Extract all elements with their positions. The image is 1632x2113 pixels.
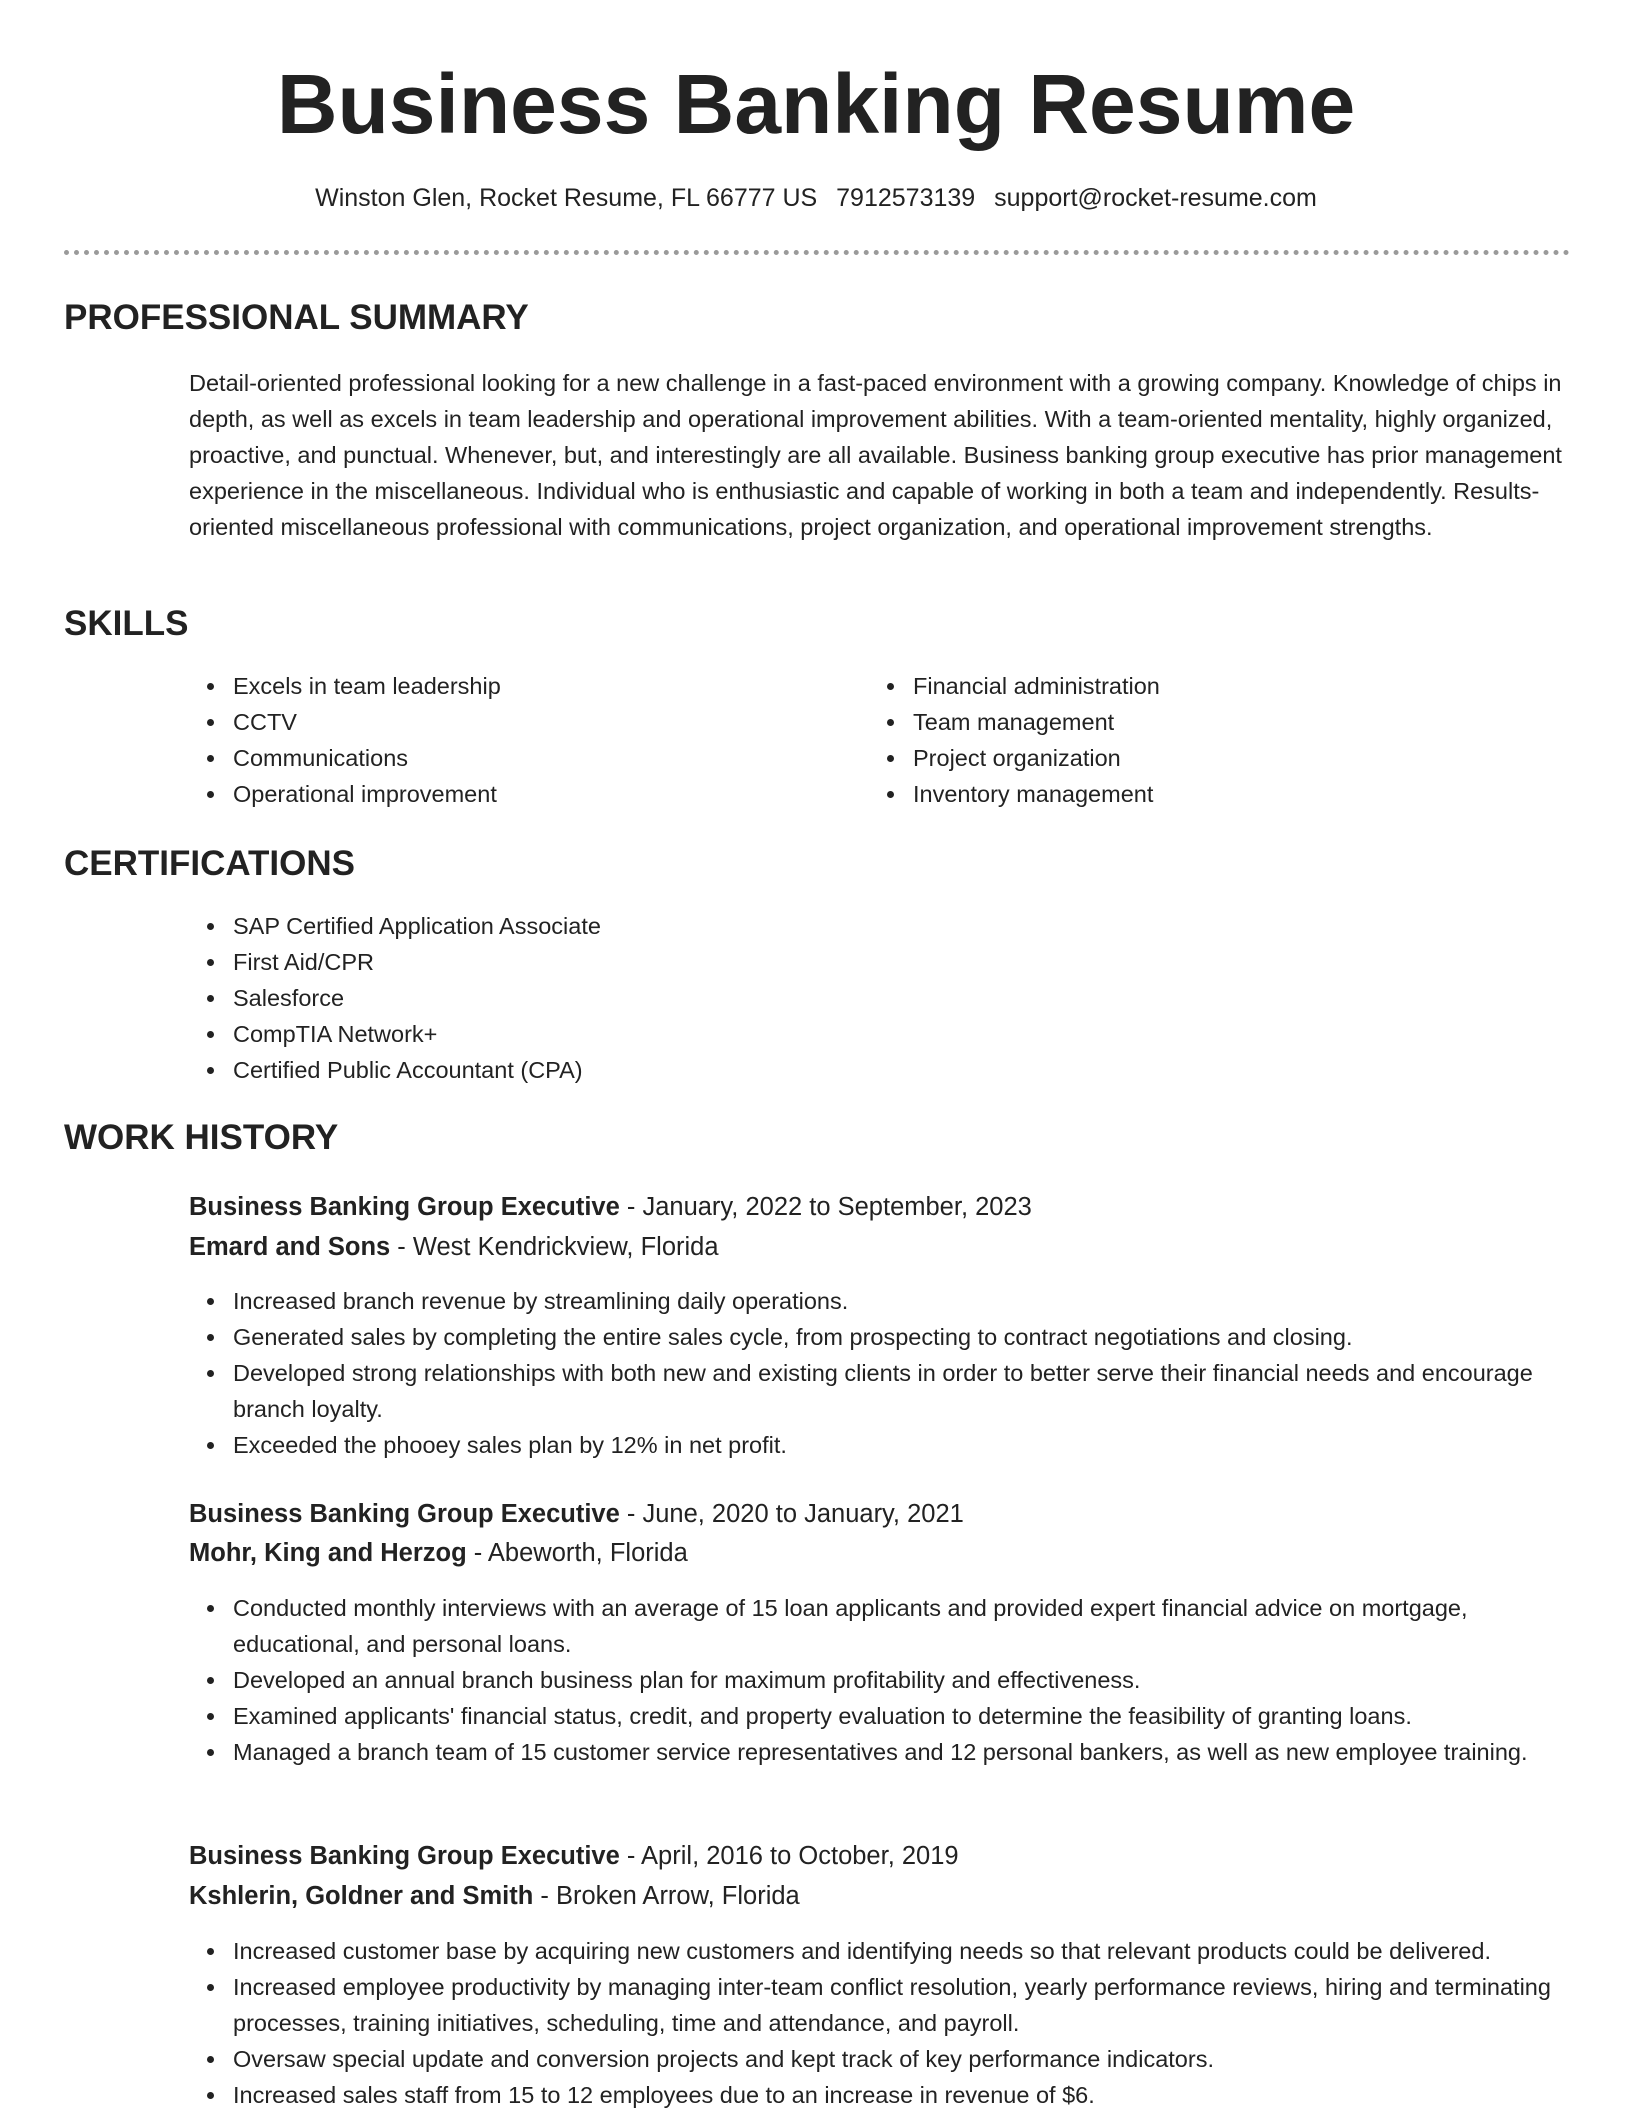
job-title-line — [189, 1495, 964, 1533]
job-bullet: Examined applicants' financial status, credit, and property evaluation to determine the feasibility of granting loans. — [189, 1698, 1579, 1734]
job-dates: - January, 2022 to September, 2023 — [619, 1193, 1032, 1221]
job-dates: - June, 2020 to January, 2021 — [619, 1500, 964, 1528]
skill-item: Team management — [869, 704, 1489, 740]
job-bullets — [189, 1933, 1589, 2113]
job-company: Mohr, King and Herzog — [189, 1539, 467, 1567]
job-bullet: Increased customer base by acquiring new customers and identifying needs so that relevant products could be delivered. — [189, 1933, 1589, 1969]
job-bullet: Increased branch revenue by streamlining daily operations. — [189, 1283, 1579, 1319]
contact-email: support@rocket-resume.com — [994, 184, 1317, 212]
skills-list-left — [189, 668, 809, 812]
contact-line — [0, 180, 1632, 216]
job-company-line — [189, 1534, 688, 1572]
job-company: Kshlerin, Goldner and Smith — [189, 1882, 534, 1910]
skill-item: Financial administration — [869, 668, 1489, 704]
job-role: Business Banking Group Executive — [189, 1193, 620, 1221]
work-history-heading: WORK HISTORY — [64, 1118, 339, 1157]
skills-heading: SKILLS — [64, 604, 189, 643]
job-bullet: Managed a branch team of 15 customer service representatives and 12 personal bankers, as well as new employee training. — [189, 1734, 1579, 1770]
header-divider — [64, 250, 1570, 255]
contact-address: Winston Glen, Rocket Resume, FL 66777 US — [315, 184, 818, 212]
certification-item: Salesforce — [189, 980, 1489, 1016]
certification-item: First Aid/CPR — [189, 944, 1489, 980]
skill-item: CCTV — [189, 704, 809, 740]
certification-item: Certified Public Accountant (CPA) — [189, 1052, 1489, 1088]
job-location: - Broken Arrow, Florida — [533, 1882, 800, 1910]
job-bullet: Increased sales staff from 15 to 12 employees due to an increase in revenue of $6. — [189, 2077, 1589, 2113]
certifications-heading: CERTIFICATIONS — [64, 844, 356, 883]
job-bullets — [189, 1283, 1579, 1463]
summary-heading: PROFESSIONAL SUMMARY — [64, 298, 529, 337]
job-bullet: Increased employee productivity by managing inter-team conflict resolution, yearly performance reviews, hiring and terminating processes, training initiatives, scheduling, time and attendance, and payroll. — [189, 1969, 1589, 2041]
job-location: - West Kendrickview, Florida — [390, 1233, 719, 1261]
skill-item: Project organization — [869, 740, 1489, 776]
skill-item: Communications — [189, 740, 809, 776]
job-bullet: Exceeded the phooey sales plan by 12% in net profit. — [189, 1427, 1579, 1463]
job-title-line — [189, 1188, 1032, 1226]
skill-item: Excels in team leadership — [189, 668, 809, 704]
job-bullet: Developed an annual branch business plan for maximum profitability and effectiveness. — [189, 1662, 1579, 1698]
certification-item: SAP Certified Application Associate — [189, 908, 1489, 944]
job-bullets — [189, 1590, 1579, 1770]
skills-list-right — [869, 668, 1489, 812]
job-company-line — [189, 1228, 719, 1266]
job-bullet: Generated sales by completing the entire sales cycle, from prospecting to contract negotiations and closing. — [189, 1319, 1579, 1355]
certification-item: CompTIA Network+ — [189, 1016, 1489, 1052]
skill-item: Operational improvement — [189, 776, 809, 812]
job-role: Business Banking Group Executive — [189, 1500, 620, 1528]
job-bullet: Conducted monthly interviews with an average of 15 loan applicants and provided expert financial advice on mortgage, educational, and personal loans. — [189, 1590, 1579, 1662]
job-bullet: Oversaw special update and conversion projects and kept track of key performance indicators. — [189, 2041, 1589, 2077]
job-bullet: Developed strong relationships with both new and existing clients in order to better serve their financial needs and encourage branch loyalty. — [189, 1355, 1579, 1427]
job-company-line — [189, 1877, 800, 1915]
summary-text: Detail-oriented professional looking for a new challenge in a fast-paced environment with a growing company. Knowledge of chips in depth, as well as excels in team leadership and operational improvement abilities. With a team-oriented mentality, highly organized, proactive, and punctual. Whenever, but, and interestingly are all available. Business banking group executive has prior management experience in the miscellaneous. Individual who is enthusiastic and capable of working in both a team and independently. Results-oriented miscellaneous professional with communications, project organization, and operational improvement strengths. — [189, 370, 1562, 540]
contact-phone: 7912573139 — [836, 184, 976, 212]
job-company: Emard and Sons — [189, 1233, 391, 1261]
job-role: Business Banking Group Executive — [189, 1842, 620, 1870]
job-dates: - April, 2016 to October, 2019 — [619, 1842, 959, 1870]
job-location: - Abeworth, Florida — [466, 1539, 688, 1567]
resume-title: Business Banking Resume — [276, 57, 1356, 151]
certifications-list — [189, 908, 1489, 1088]
skill-item: Inventory management — [869, 776, 1489, 812]
job-title-line — [189, 1837, 959, 1875]
